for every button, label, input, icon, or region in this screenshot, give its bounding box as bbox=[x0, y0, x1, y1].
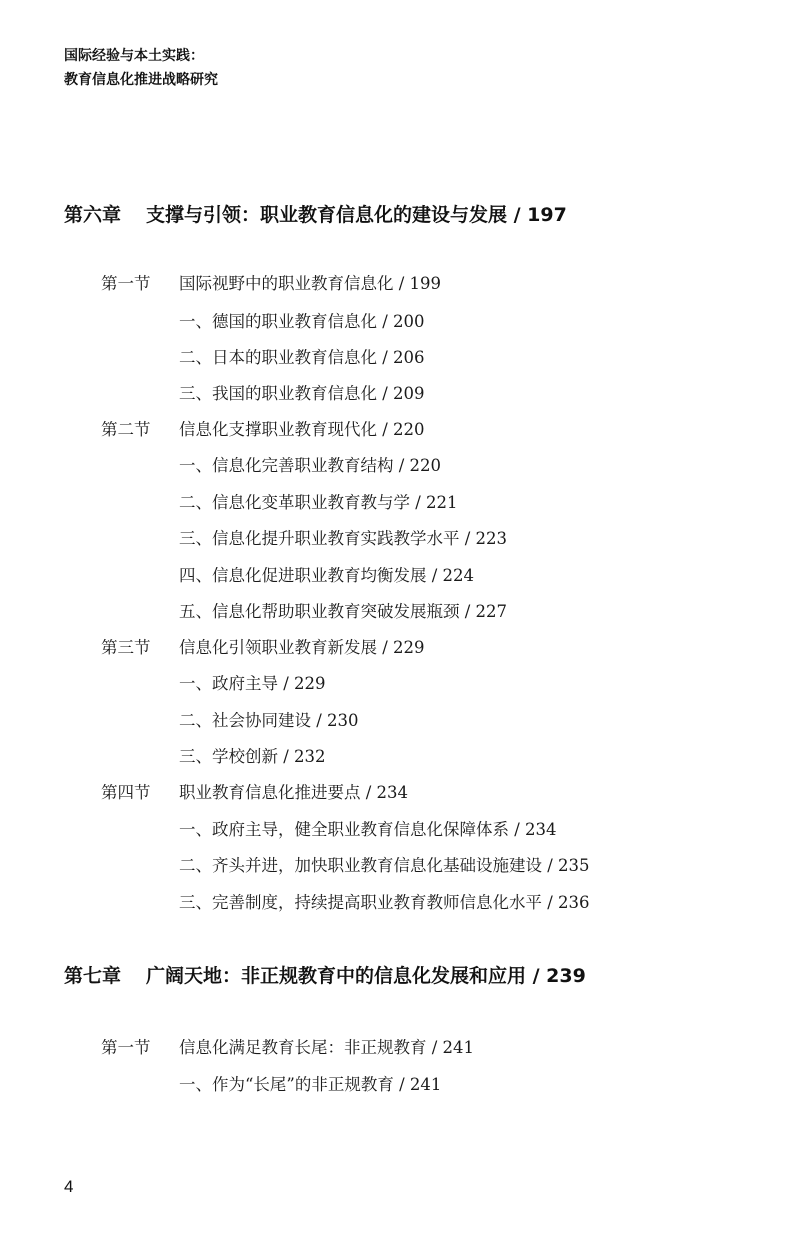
header-line-1: 国际经验与本土实践： bbox=[64, 48, 204, 64]
toc-entry: 二、齐头并进，加快职业教育信息化基础设施建设 / 235 bbox=[179, 856, 590, 875]
section-title: 职业教育信息化推进要点 / 234 bbox=[179, 783, 409, 802]
chapter-heading bbox=[64, 200, 567, 227]
section-heading bbox=[101, 270, 441, 294]
toc-entry: 三、学校创新 / 232 bbox=[179, 747, 326, 766]
toc-entry: 五、信息化帮助职业教育突破发展瓶颈 / 227 bbox=[179, 602, 508, 621]
chapter-title: 广阔天地：非正规教育中的信息化发展和应用 / 239 bbox=[146, 965, 586, 987]
toc-entry: 二、信息化变革职业教育教与学 / 221 bbox=[179, 493, 458, 512]
toc-entry: 三、完善制度，持续提高职业教育教师信息化水平 / 236 bbox=[179, 893, 590, 912]
chapter-number: 第六章 bbox=[64, 204, 122, 226]
section-title: 国际视野中的职业教育信息化 / 199 bbox=[179, 274, 442, 293]
toc-entry: 一、作为“长尾”的非正规教育 / 241 bbox=[179, 1075, 442, 1094]
toc-entry: 一、政府主导，健全职业教育信息化保障体系 / 234 bbox=[179, 820, 557, 839]
section-heading bbox=[101, 1034, 474, 1058]
toc-entry: 四、信息化促进职业教育均衡发展 / 224 bbox=[179, 566, 475, 585]
chapter-number: 第七章 bbox=[64, 965, 122, 987]
section-number: 第一节 bbox=[101, 274, 151, 293]
toc-entry: 二、日本的职业教育信息化 / 206 bbox=[179, 348, 425, 367]
section-heading bbox=[101, 416, 425, 440]
running-header bbox=[64, 44, 218, 92]
section-number: 第二节 bbox=[101, 420, 151, 439]
section-heading bbox=[101, 779, 408, 803]
toc-entry: 二、社会协同建设 / 230 bbox=[179, 711, 359, 730]
chapter-heading bbox=[64, 961, 586, 988]
toc-entry: 一、德国的职业教育信息化 / 200 bbox=[179, 312, 425, 331]
page-number: 4 bbox=[64, 1177, 74, 1196]
toc-entry: 三、我国的职业教育信息化 / 209 bbox=[179, 384, 425, 403]
chapter-title: 支撑与引领：职业教育信息化的建设与发展 / 197 bbox=[146, 204, 567, 226]
section-heading bbox=[101, 634, 425, 658]
section-title: 信息化支撑职业教育现代化 / 220 bbox=[179, 420, 425, 439]
section-title: 信息化引领职业教育新发展 / 229 bbox=[179, 638, 425, 657]
toc-entry: 一、信息化完善职业教育结构 / 220 bbox=[179, 456, 442, 475]
section-number: 第一节 bbox=[101, 1038, 151, 1057]
header-line-2: 教育信息化推进战略研究 bbox=[64, 72, 218, 88]
section-number: 第三节 bbox=[101, 638, 151, 657]
toc-entry: 三、信息化提升职业教育实践教学水平 / 223 bbox=[179, 529, 508, 548]
section-title: 信息化满足教育长尾：非正规教育 / 241 bbox=[179, 1038, 475, 1057]
toc-entry: 一、政府主导 / 229 bbox=[179, 674, 326, 693]
section-number: 第四节 bbox=[101, 783, 151, 802]
